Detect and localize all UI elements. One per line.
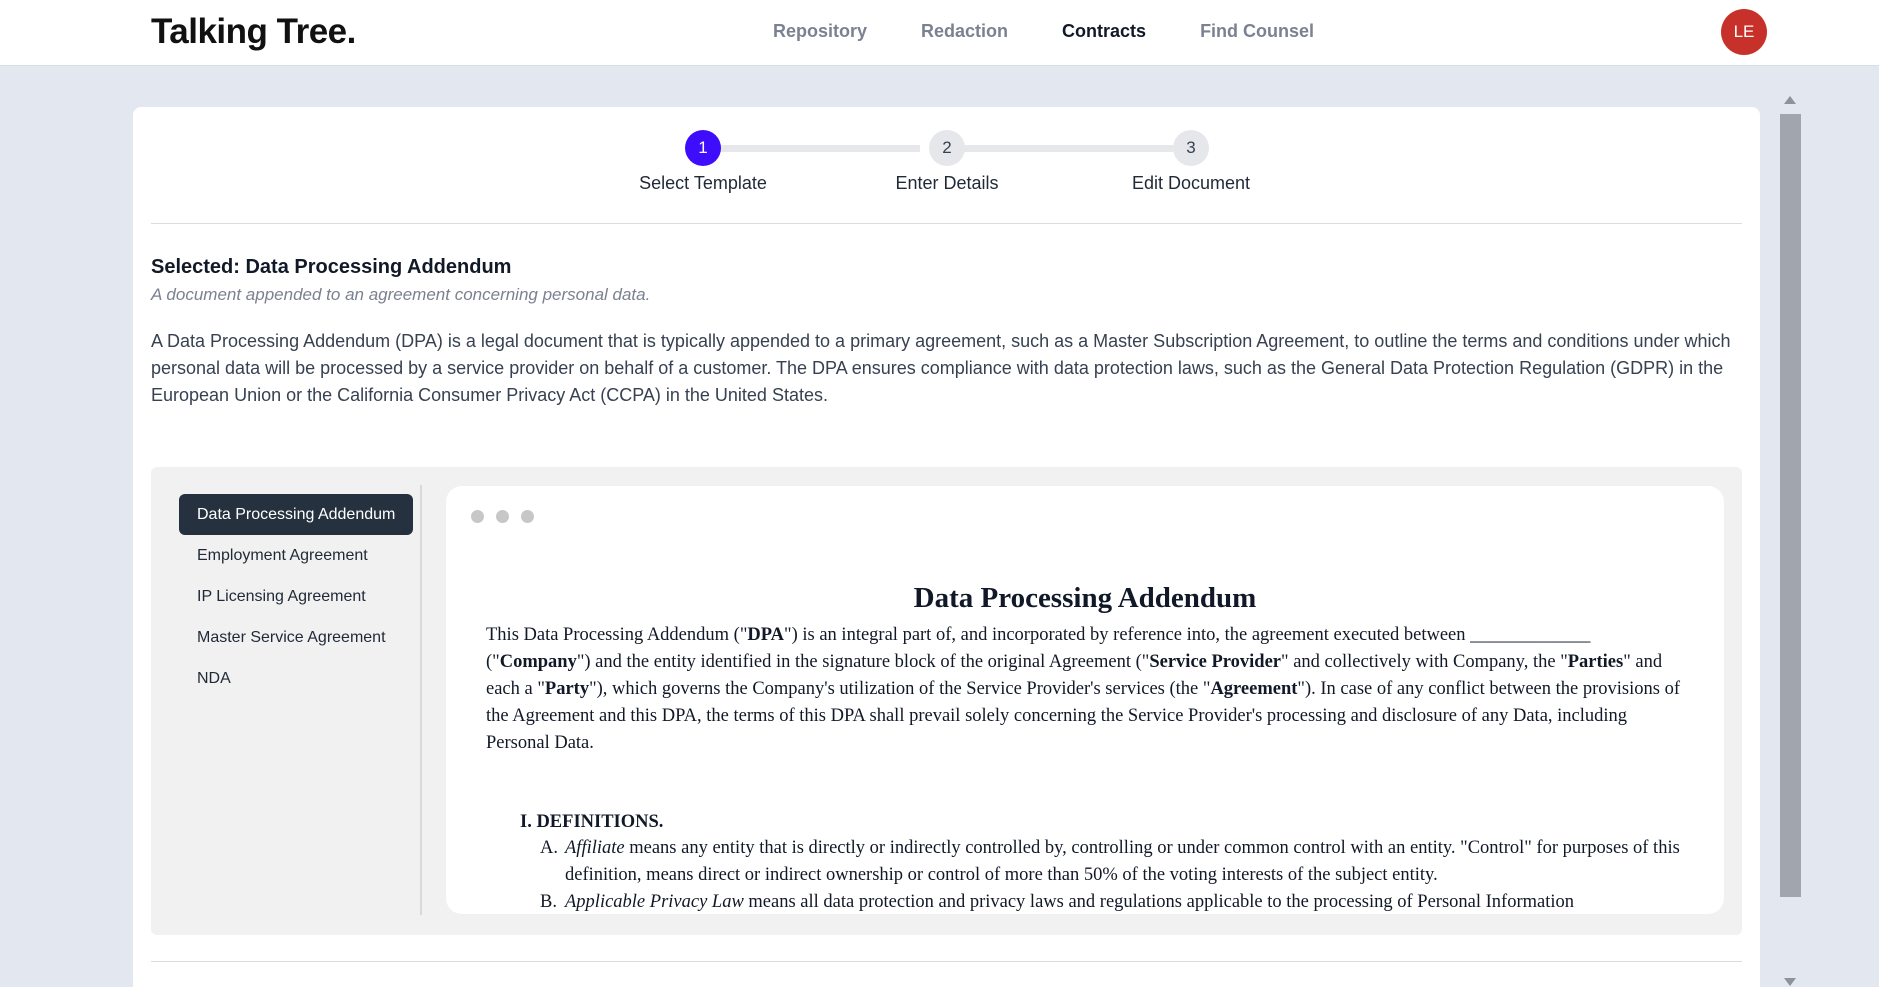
window-dot-icon	[471, 510, 484, 523]
selected-template-description: A Data Processing Addendum (DPA) is a legal document that is typically appended to a primary agreement, such as a Master Subscription Agreement, to outline the terms and conditions under which personal data will be processed by a service provider on behalf of a customer. The DPA ensures compliance with data protection laws, such as the General Data Protection Regulation (GDPR) in the European Union or the California Consumer Privacy Act (CCPA) in the United States.	[151, 331, 1731, 405]
step-3-label: Edit Document	[1131, 173, 1251, 193]
main-card	[133, 107, 1760, 987]
template-preview-panel	[151, 467, 1742, 935]
template-item-nda[interactable]: NDA	[197, 670, 231, 687]
window-dot-icon	[496, 510, 509, 523]
template-item-ip-licensing-agreement[interactable]: IP Licensing Agreement	[197, 588, 366, 605]
stepper-divider	[151, 223, 1742, 224]
step-1-circle[interactable]: 1	[685, 130, 721, 166]
step-2-label: Enter Details	[895, 173, 999, 193]
stepper-connector-2	[949, 145, 1173, 152]
nav-find-counsel[interactable]: Find Counsel	[1200, 21, 1315, 41]
top-navbar	[0, 0, 1879, 66]
step-1-label: Select Template	[639, 173, 767, 193]
document-title: Data Processing Addendum	[913, 582, 1257, 614]
selected-template-title: Selected: Data Processing Addendum	[151, 256, 512, 278]
scroll-down-arrow-icon[interactable]	[1784, 978, 1796, 986]
nav-contracts[interactable]: Contracts	[1062, 21, 1147, 41]
document-intro: This Data Processing Addendum ("DPA") is an integral part of, and incorporated by reference into, the agreement executed between _____________ ("Company") and the entity identified in the signature block of the original Agreement ("Service Provider" and collectively with Company, the "Parties" and each a "Party"), which governs the Company's utilization of the Service Provider's services (the "Agreement"). In case of any conflict between the provisions of the Agreement and this DPA, the terms of this DPA shall prevail solely concerning the Service Provider's processing and disclosure of any Data, including Personal Data.	[486, 625, 1680, 753]
definitions-heading: I. DEFINITIONS.	[520, 812, 664, 832]
bottom-divider	[151, 961, 1742, 962]
user-avatar[interactable]: LE	[1721, 9, 1767, 55]
nav-repository[interactable]: Repository	[773, 21, 868, 41]
template-item-data-processing-addendum[interactable]: Data Processing Addendum	[179, 494, 413, 535]
template-list-separator	[420, 485, 422, 915]
scroll-up-arrow-icon[interactable]	[1784, 96, 1796, 104]
stepper-connector-1	[702, 145, 920, 152]
template-item-master-service-agreement[interactable]: Master Service Agreement	[197, 629, 386, 646]
window-dot-icon	[521, 510, 534, 523]
selected-template-subtitle: A document appended to an agreement concerning personal data.	[151, 285, 651, 304]
page-scrollbar-thumb[interactable]	[1780, 114, 1801, 897]
nav-redaction[interactable]: Redaction	[921, 21, 1009, 41]
main-nav	[773, 21, 1368, 42]
template-list	[179, 494, 413, 699]
app-logo[interactable]: Talking Tree.	[151, 12, 356, 51]
step-3-circle[interactable]: 3	[1173, 130, 1209, 166]
document-preview[interactable]: Data Processing Addendum This Data Processing Addendum ("DPA") is an integral part of, and incorporated by reference into, the agreement executed between _____________ ("Company") and the entity identified in the signature block of the original Agreement ("Service Provider" and collectively with Company, the "Parties" and each a "Party"), which governs the Company's utilization of the Service Provider's services (the "Agreement"). In case of any conflict between the provisions of the Agreement and this DPA, the terms of this DPA shall prevail solely concerning the Service Provider's processing and disclosure of any Data, including Personal Data. I. DEFINITIONS. A. Affiliate means any entity that is directly or indirectly controlled by, controlling or under common control with an entity. "Control" for purposes of this definition, means direct or indirect ownership or control of more than 50% of the voting interests of the subject entity. B. Applicable Privacy Law means all data protection and privacy laws and regulations applicable to the processing of Personal Information	[446, 486, 1724, 914]
template-item-employment-agreement[interactable]: Employment Agreement	[197, 547, 368, 564]
step-2-circle[interactable]: 2	[929, 130, 965, 166]
